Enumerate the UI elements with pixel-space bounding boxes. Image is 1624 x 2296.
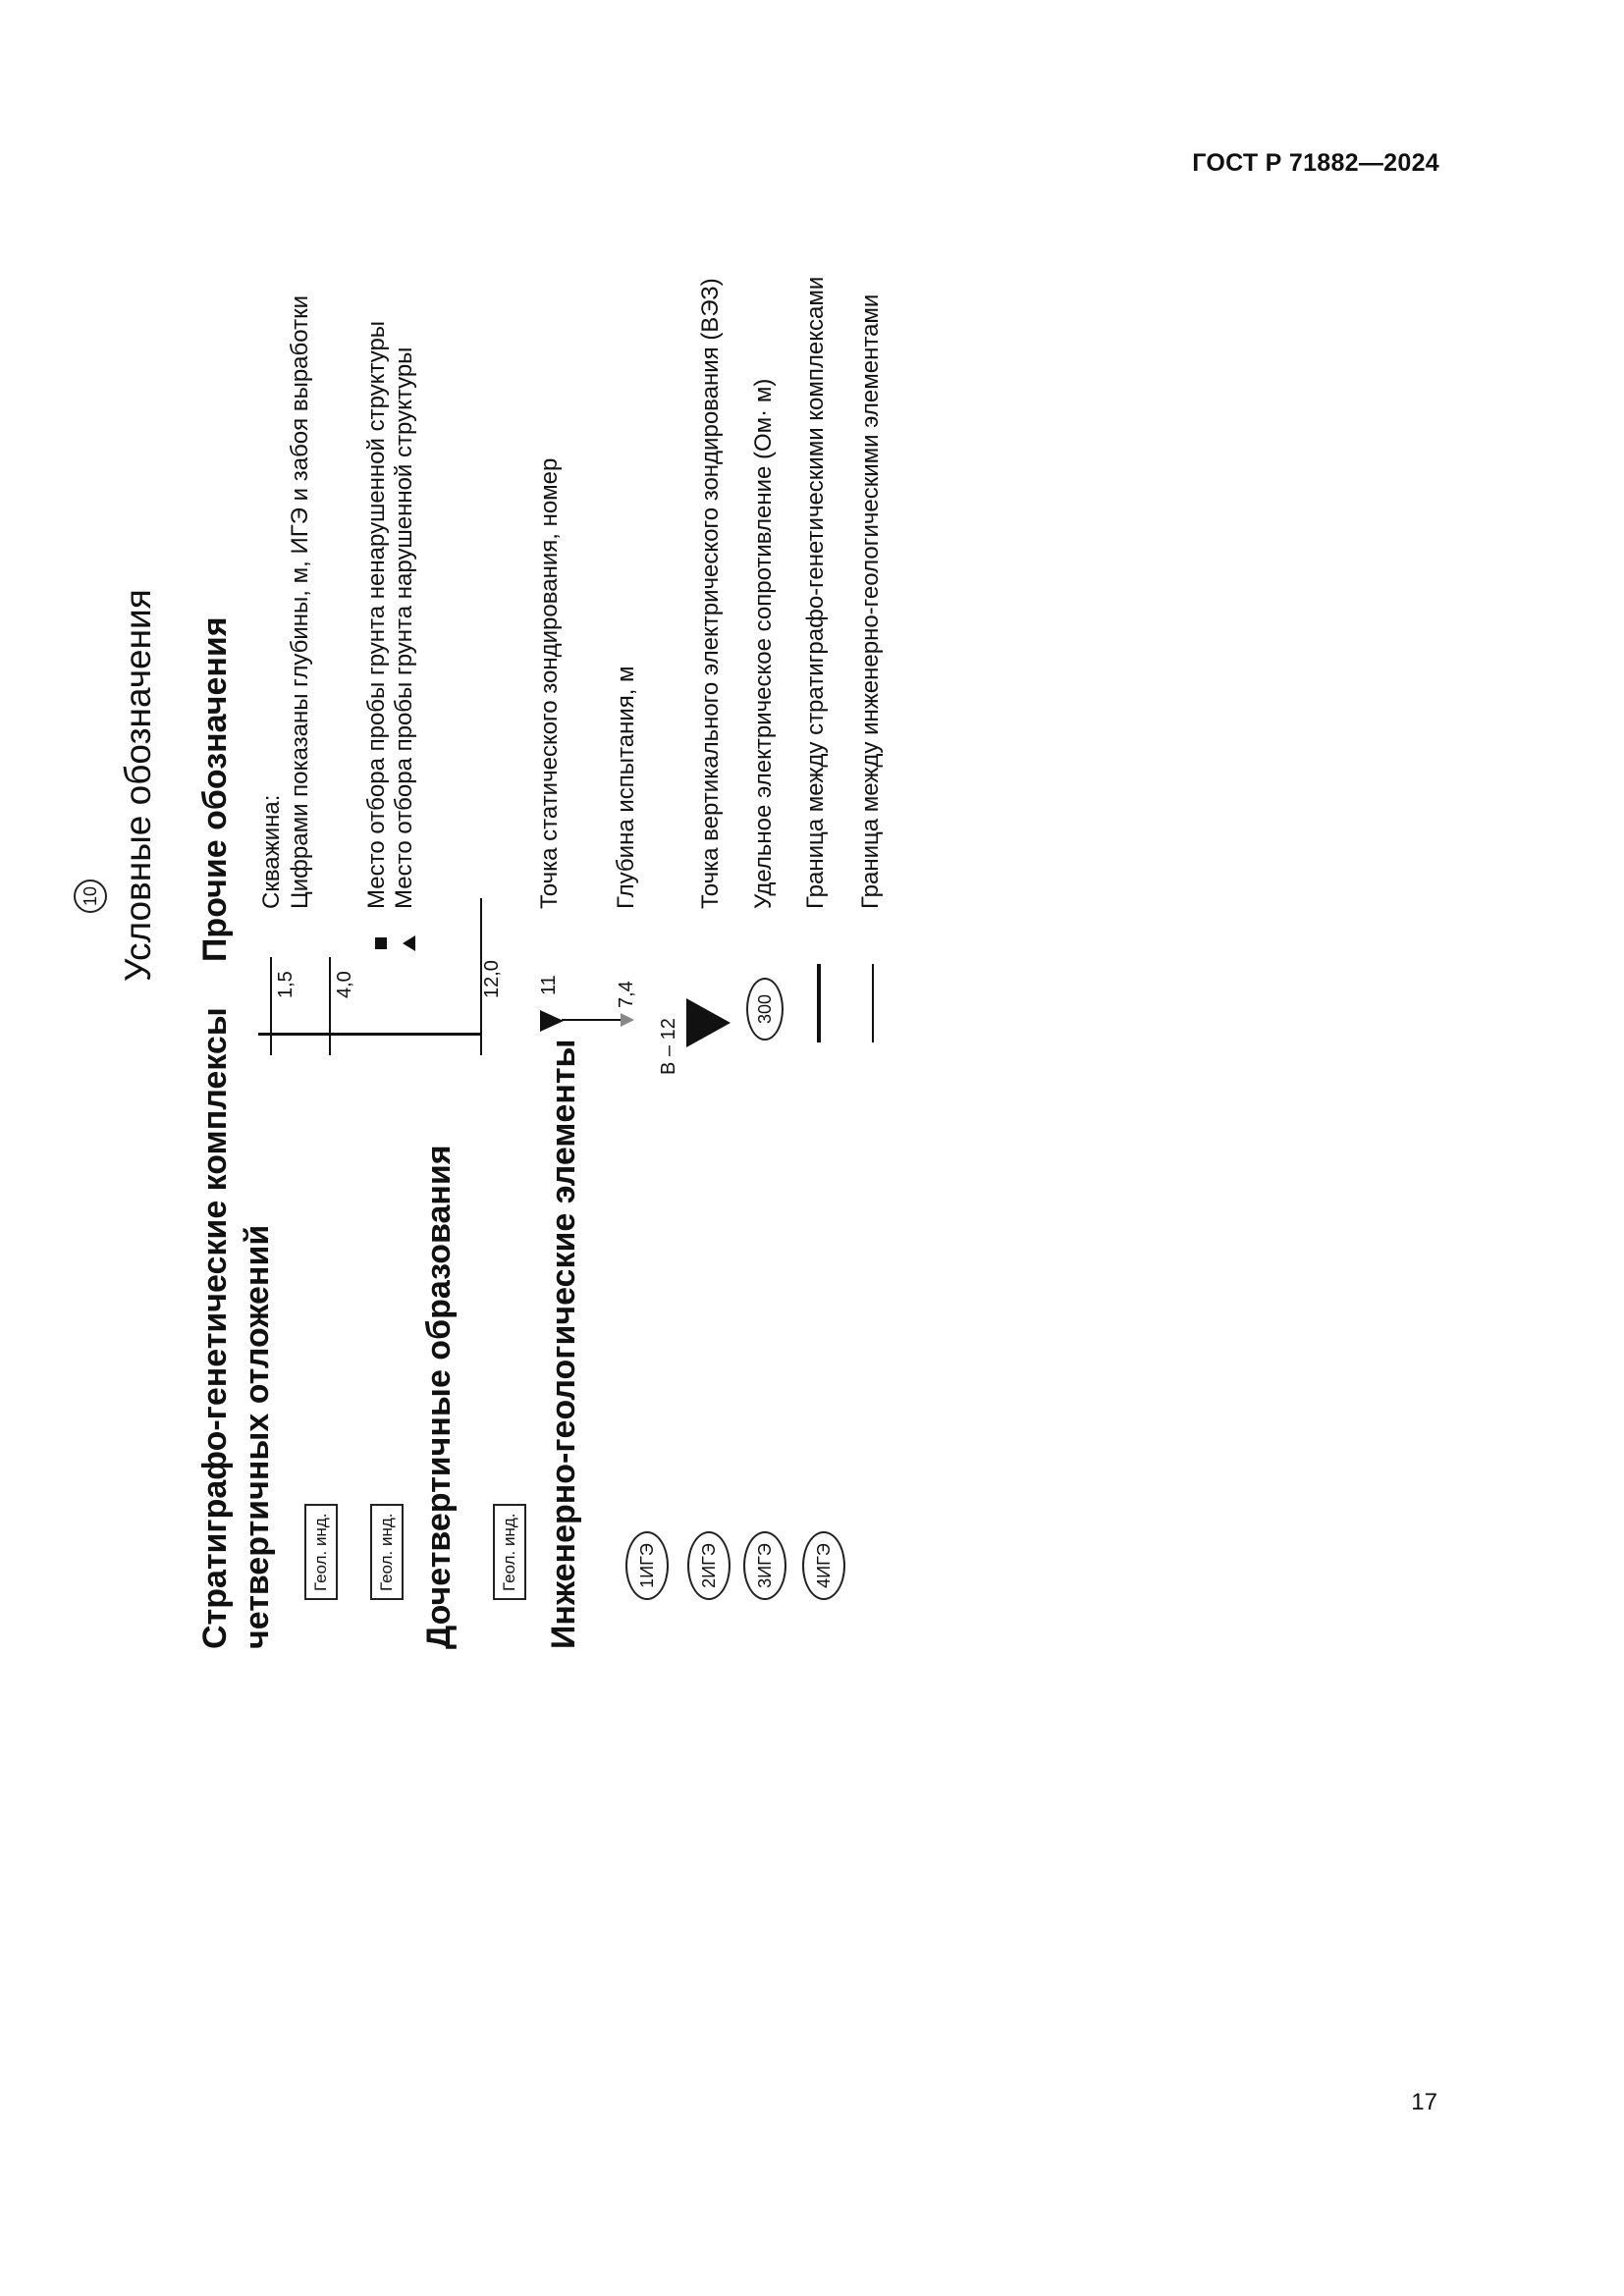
sheet-title: Условные обозначения: [118, 589, 158, 982]
ige-circle-1: 1ИГЭ: [625, 1531, 669, 1600]
cpt-depth-line: [562, 1019, 621, 1021]
heading-strat-complexes-line2: четвертичных отложений: [239, 1224, 276, 1649]
well-title: Скважина:: [258, 794, 285, 909]
heading-ige: Инженерно-геологические элементы: [545, 1039, 582, 1649]
sample-disturbed-icon: [403, 935, 415, 951]
page-number: 17: [1411, 2089, 1437, 2115]
document-id: ГОСТ Р 71882—2024: [1192, 149, 1439, 177]
heading-strat-complexes: Стратиграфо-генетические комплексы: [196, 1007, 234, 1649]
boundary-complex-label: Граница между стратиграфо-генетическими комплексами: [802, 276, 829, 909]
well-column-right: [329, 1033, 482, 1036]
cpt-label: Точка статического зондирования, номер: [536, 457, 563, 909]
geo-index-box-1: Геол. инд.: [304, 1505, 338, 1601]
test-depth-icon: [621, 1013, 634, 1027]
boundary-complex-line: [817, 964, 821, 1042]
well-depth-tick-1: [270, 957, 272, 1055]
boundary-ige-line: [872, 964, 874, 1042]
boundary-ige-label: Граница между инженерно-геологическими элементами: [857, 294, 884, 909]
cpt-number: 11: [538, 975, 560, 995]
cpt-point-icon: [540, 1010, 564, 1032]
geo-index-box-3: Геол. инд.: [493, 1505, 526, 1601]
ves-label: Точка вертикального электрического зондирования (ВЭЗ): [697, 278, 724, 909]
ige-circle-3: 3ИГЭ: [743, 1531, 786, 1600]
well-depth-3: 12,0: [481, 960, 503, 998]
test-depth-label: Глубина испытания, м: [613, 666, 639, 909]
well-description: Цифрами показаны глубины, м, ИГЭ и забоя выработки: [287, 295, 313, 909]
sheet-number: 10: [74, 880, 107, 913]
legend-sheet: [80, 275, 1159, 1983]
ige-circle-2: 2ИГЭ: [687, 1531, 731, 1600]
sample-undisturbed-label: Место отбора пробы грунта ненарушенной структуры: [363, 320, 390, 909]
heading-pre-quaternary: Дочетвертичные образования: [420, 1145, 458, 1649]
heading-other-symbols: Прочие обозначения: [196, 616, 234, 962]
ves-point-icon: [686, 998, 731, 1047]
ves-id: В – 12: [658, 1018, 679, 1075]
well-depth-tick-2: [329, 957, 331, 1055]
sample-undisturbed-icon: [375, 937, 387, 949]
well-depth-2: 4,0: [334, 971, 355, 998]
sample-disturbed-label: Место отбора пробы грунта нарушенной структуры: [391, 347, 417, 909]
test-depth-value: 7,4: [616, 981, 637, 1008]
well-depth-1: 1,5: [275, 971, 297, 998]
resistivity-ellipse: 300: [746, 978, 784, 1041]
geo-index-box-2: Геол. инд.: [370, 1505, 404, 1601]
resistivity-label: Удельное электрическое сопротивление (Ом· м): [750, 378, 777, 909]
ige-circle-4: 4ИГЭ: [802, 1531, 845, 1600]
